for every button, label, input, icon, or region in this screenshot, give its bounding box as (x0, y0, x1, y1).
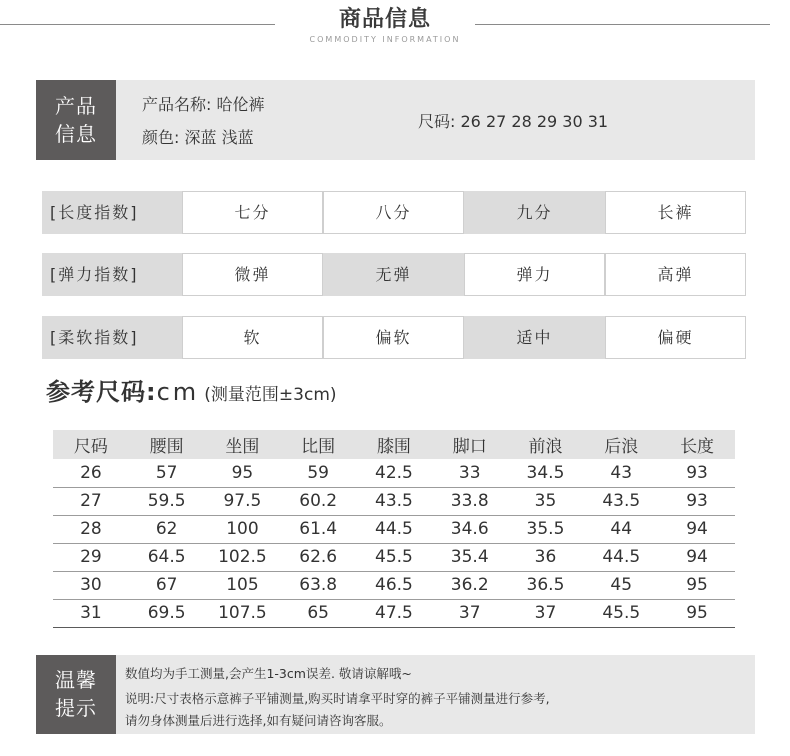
product-info-panel (36, 80, 755, 160)
product-sizes (418, 109, 608, 132)
table-cell: 44.5 (356, 515, 432, 543)
tips-tag-line2: 提示 (55, 696, 97, 720)
size-table (53, 430, 735, 628)
table-cell: 46.5 (356, 571, 432, 599)
table-cell: 95 (205, 459, 281, 487)
product-info-tag-line2: 信息 (55, 122, 97, 146)
product-info-tag (36, 80, 116, 160)
length-option-jiufen: 九分 (464, 191, 605, 234)
table-cell: 37 (432, 599, 508, 627)
table-row (53, 515, 735, 543)
column-header: 比围 (280, 430, 356, 459)
table-cell: 47.5 (356, 599, 432, 627)
column-header: 后浪 (583, 430, 659, 459)
size-chart-heading-unit: cm (156, 378, 200, 406)
table-cell: 34.5 (508, 459, 584, 487)
table-cell: 26 (53, 459, 129, 487)
table-cell: 27 (53, 487, 129, 515)
product-color-value: 深蓝 浅蓝 (184, 128, 254, 147)
table-cell: 29 (53, 543, 129, 571)
length-index-row (42, 191, 746, 234)
softness-option-pianying: 偏硬 (605, 316, 746, 359)
table-cell: 94 (659, 543, 735, 571)
table-cell: 31 (53, 599, 129, 627)
product-color-label: 颜色: (142, 128, 180, 147)
table-cell: 30 (53, 571, 129, 599)
length-option-qifen: 七分 (182, 191, 323, 234)
elasticity-option-weitan: 微弹 (182, 253, 323, 296)
table-cell: 44 (583, 515, 659, 543)
size-chart-heading (46, 372, 337, 407)
product-info-tag-line1: 产品 (55, 94, 97, 118)
table-cell: 33 (432, 459, 508, 487)
softness-index-label: [柔软指数] (42, 316, 182, 359)
table-cell: 62 (129, 515, 205, 543)
column-header: 坐围 (205, 430, 281, 459)
table-cell: 64.5 (129, 543, 205, 571)
elasticity-index-row (42, 253, 746, 296)
product-name-value: 哈伦裤 (216, 95, 265, 114)
table-row (53, 487, 735, 515)
table-cell: 59.5 (129, 487, 205, 515)
column-header: 前浪 (508, 430, 584, 459)
table-cell: 43 (583, 459, 659, 487)
product-size-value: 26 27 28 29 30 31 (460, 112, 609, 131)
column-header: 尺码 (53, 430, 129, 459)
table-cell: 94 (659, 515, 735, 543)
table-cell: 95 (659, 599, 735, 627)
elasticity-option-gaotan: 高弹 (605, 253, 746, 296)
table-cell: 95 (659, 571, 735, 599)
length-option-bafen: 八分 (323, 191, 464, 234)
table-cell: 43.5 (356, 487, 432, 515)
table-cell: 45.5 (356, 543, 432, 571)
softness-index-row (42, 316, 746, 359)
table-cell: 100 (205, 515, 281, 543)
table-cell: 93 (659, 459, 735, 487)
table-cell: 36.5 (508, 571, 584, 599)
table-cell: 57 (129, 459, 205, 487)
table-row (53, 599, 735, 627)
table-cell: 105 (205, 571, 281, 599)
table-cell: 44.5 (583, 543, 659, 571)
table-cell: 33.8 (432, 487, 508, 515)
table-row (53, 543, 735, 571)
table-cell: 45.5 (583, 599, 659, 627)
column-header: 膝围 (356, 430, 432, 459)
table-cell: 62.6 (280, 543, 356, 571)
size-table-header-row (53, 430, 735, 459)
table-cell: 61.4 (280, 515, 356, 543)
tips-tag-line1: 温馨 (55, 668, 97, 692)
column-header: 长度 (659, 430, 735, 459)
table-cell: 28 (53, 515, 129, 543)
product-name (142, 92, 265, 115)
table-cell: 36.2 (432, 571, 508, 599)
table-cell: 107.5 (205, 599, 281, 627)
section-title: 商品信息 (338, 7, 431, 32)
product-name-label: 产品名称: (142, 95, 212, 114)
tips-tag (36, 655, 116, 734)
table-cell: 60.2 (280, 487, 356, 515)
column-header: 脚口 (432, 430, 508, 459)
tips-line-3: 请勿身体测量后进行选择,如有疑问请咨询客服。 (125, 713, 392, 728)
product-color (142, 125, 254, 148)
table-cell: 35.4 (432, 543, 508, 571)
table-cell: 35.5 (508, 515, 584, 543)
table-cell: 35 (508, 487, 584, 515)
elasticity-option-wutan: 无弹 (323, 253, 464, 296)
table-cell: 43.5 (583, 487, 659, 515)
table-cell: 65 (280, 599, 356, 627)
table-cell: 97.5 (205, 487, 281, 515)
softness-option-shizhong: 适中 (464, 316, 605, 359)
section-subtitle: COMMODITY INFORMATION (309, 35, 461, 44)
table-cell: 93 (659, 487, 735, 515)
elasticity-index-label: [弹力指数] (42, 253, 182, 296)
size-chart-heading-note: (测量范围±3cm) (204, 385, 337, 405)
tips-line-1: 数值均为手工测量,会产生1-3cm误差. 敬请谅解哦~ (125, 666, 412, 681)
size-chart-heading-main: 参考尺码: (46, 378, 157, 406)
length-option-changku: 长裤 (605, 191, 746, 234)
table-row (53, 571, 735, 599)
table-cell: 34.6 (432, 515, 508, 543)
length-index-label: [长度指数] (42, 191, 182, 234)
softness-option-ruan: 软 (182, 316, 323, 359)
elasticity-option-tanli: 弹力 (464, 253, 605, 296)
table-cell: 69.5 (129, 599, 205, 627)
table-cell: 42.5 (356, 459, 432, 487)
table-cell: 67 (129, 571, 205, 599)
product-size-label: 尺码: (418, 112, 456, 131)
table-cell: 102.5 (205, 543, 281, 571)
softness-option-pianruan: 偏软 (323, 316, 464, 359)
table-cell: 36 (508, 543, 584, 571)
tips-panel (36, 655, 755, 734)
table-cell: 59 (280, 459, 356, 487)
table-cell: 63.8 (280, 571, 356, 599)
table-cell: 45 (583, 571, 659, 599)
column-header: 腰围 (129, 430, 205, 459)
tips-line-2: 说明:尺寸表格示意裤子平铺测量,购买时请拿平时穿的裤子平铺测量进行参考, (125, 691, 550, 706)
table-cell: 37 (508, 599, 584, 627)
table-row (53, 459, 735, 487)
